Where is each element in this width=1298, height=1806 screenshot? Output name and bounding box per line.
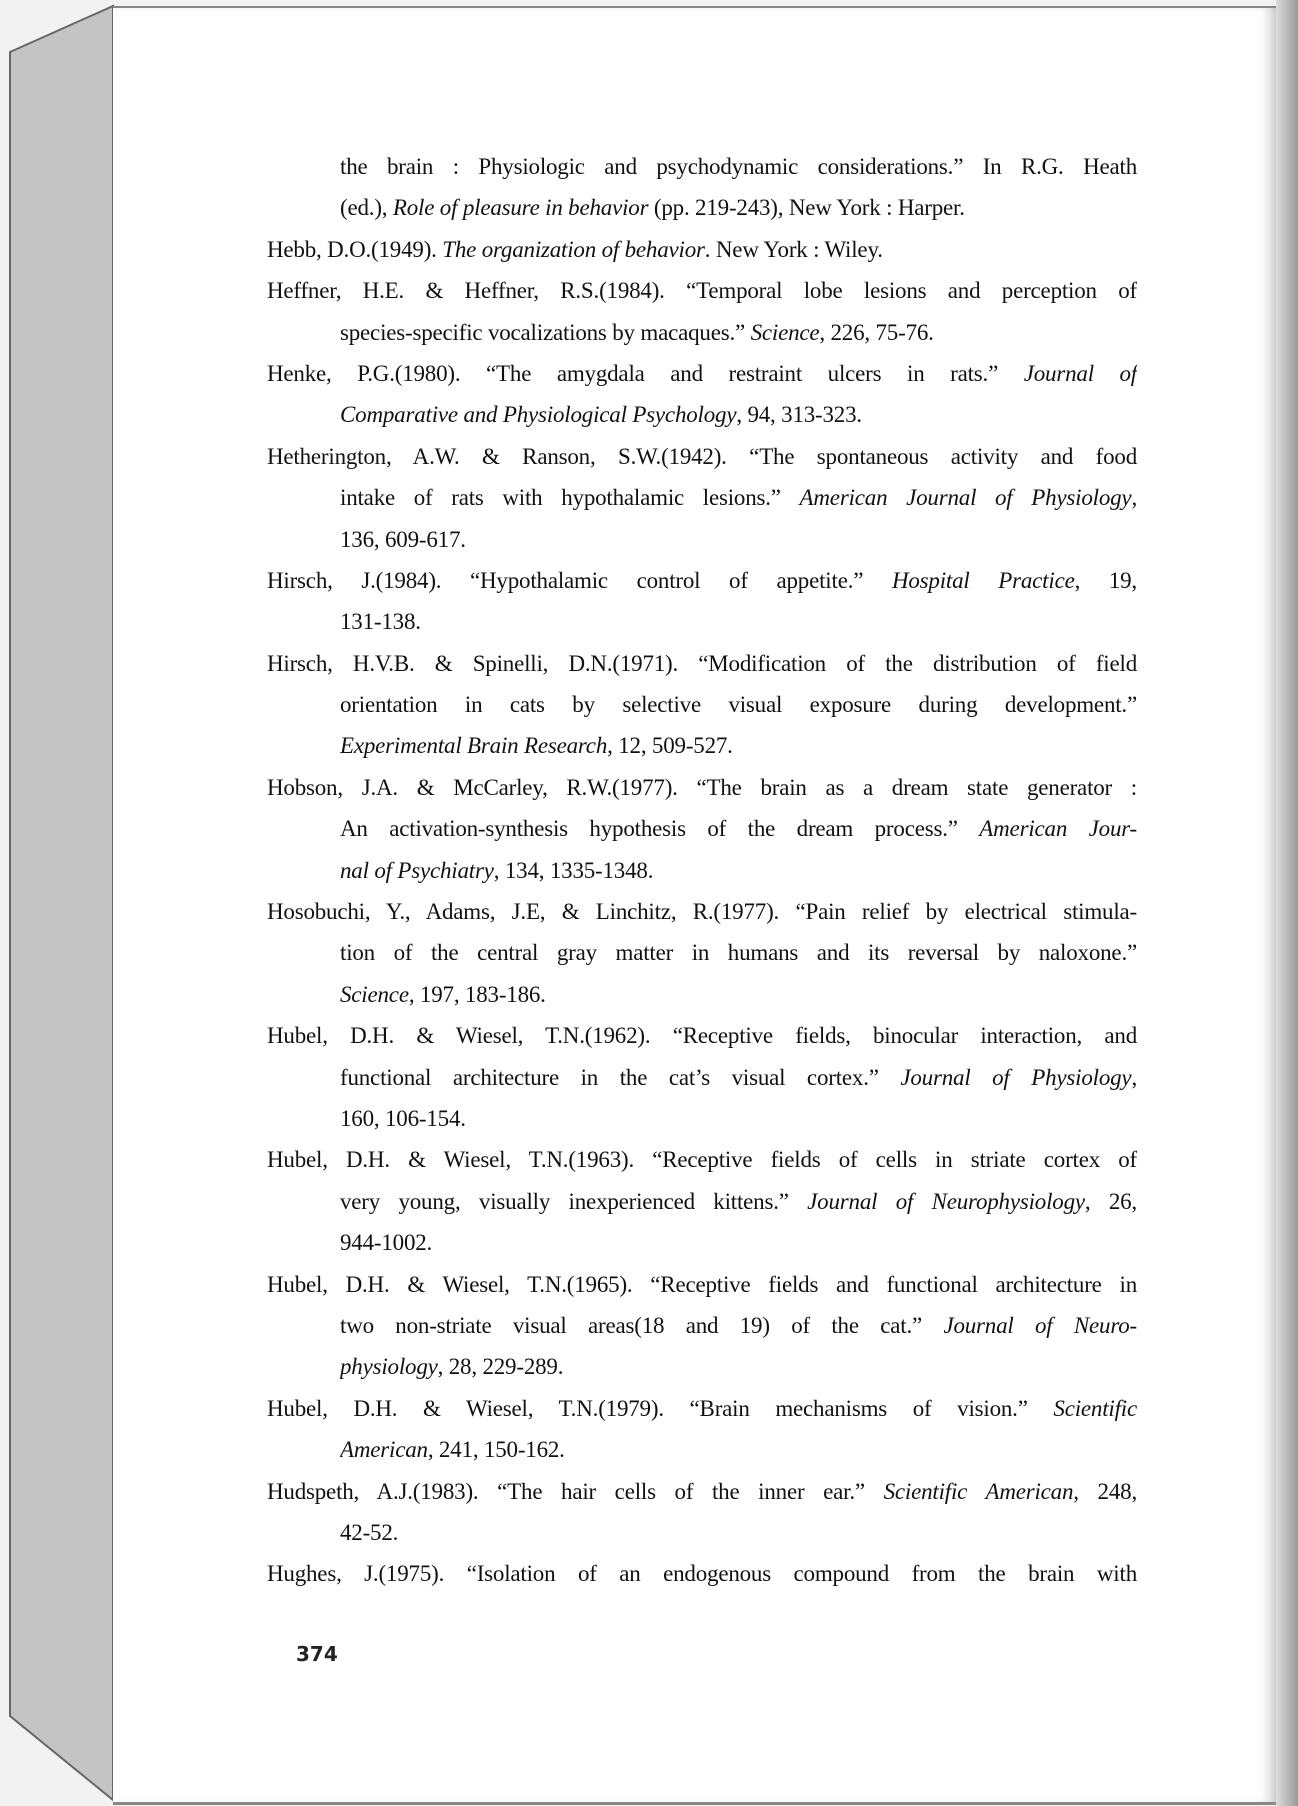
- reference-line: [340, 808, 1137, 849]
- reference-text: , 134, 1335-1348.: [493, 857, 654, 883]
- reference-text: Hudspeth, A.J.(1983). “The hair cells of the inner ear.”: [267, 1478, 884, 1504]
- reference-line: [340, 1181, 1137, 1222]
- reference-line: [267, 1264, 1137, 1305]
- italic-title: nal of Psychiatry: [340, 857, 494, 883]
- italic-title: Scientific: [1053, 1395, 1137, 1421]
- reference-text: intake of rats with hypothalamic lesions.”: [340, 485, 800, 511]
- italic-title: Comparative and Physiological Psychology: [340, 402, 737, 428]
- reference-line: [340, 519, 1137, 560]
- reference-line: [340, 477, 1137, 518]
- reference-text: orientation in cats by selective visual exposure during development.”: [340, 692, 1137, 718]
- reference-line: [267, 1015, 1137, 1056]
- italic-title: Hospital Practice: [891, 567, 1075, 593]
- reference-text: . New York : Wiley.: [704, 236, 883, 262]
- reference-line: [267, 1139, 1137, 1180]
- italic-title: American Journal of Physiology: [799, 485, 1132, 511]
- italic-title: Experimental Brain Research: [340, 733, 608, 759]
- reference-text: Hosobuchi, Y., Adams, J.E, & Linchitz, R.(1977). “Pain relief by electrical stimula-: [267, 899, 1137, 925]
- italic-title: Journal of Physiology: [900, 1064, 1132, 1090]
- reference-line: [267, 1471, 1137, 1512]
- reference-line: [340, 725, 1137, 766]
- reference-text: the brain : Physiologic and psychodynamic considerations.” In R.G. Heath: [340, 154, 1137, 179]
- reference-line: [340, 187, 1137, 228]
- italic-title: American: [340, 1437, 428, 1463]
- reference-text: two non-striate visual areas(18 and 19) of the cat.”: [340, 1312, 944, 1338]
- reference-line: [267, 643, 1137, 684]
- reference-text: , 241, 150-162.: [427, 1437, 565, 1463]
- reference-text: 136, 609-617.: [340, 526, 466, 552]
- reference-line: [340, 394, 1137, 435]
- reference-text: , 197, 183-186.: [408, 981, 546, 1007]
- reference-text: , 248,: [1073, 1478, 1137, 1504]
- reference-line: [340, 1429, 1137, 1470]
- page-number: 374: [296, 1642, 338, 1666]
- reference-line: [340, 1512, 1137, 1553]
- reference-line: [340, 684, 1137, 725]
- reference-text: 42-52.: [340, 1519, 399, 1545]
- reference-line: [340, 974, 1137, 1015]
- reference-list: [267, 146, 1137, 1595]
- reference-text: tion of the central gray matter in humans and its reversal by naloxone.”: [340, 940, 1137, 966]
- italic-title: Journal of Neurophysiology: [807, 1188, 1085, 1214]
- italic-title: Journal of Neuro-: [943, 1312, 1137, 1338]
- italic-title: physiology: [340, 1354, 438, 1380]
- reference-line: [340, 850, 1137, 891]
- reference-line: [267, 270, 1137, 311]
- reference-line: [340, 1346, 1137, 1387]
- reference-text: , 28, 229-289.: [437, 1354, 564, 1380]
- reference-text: Hetherington, A.W. & Ranson, S.W.(1942). “The spontaneous activity and food: [267, 443, 1137, 469]
- reference-text: 944-1002.: [340, 1230, 433, 1256]
- reference-text: very young, visually inexperienced kittens.”: [340, 1188, 808, 1214]
- reference-text: Hughes, J.(1975). “Isolation of an endogenous compound from the brain with: [267, 1561, 1137, 1587]
- italic-title: Science: [750, 319, 820, 345]
- italic-title: Role of pleasure in behavior: [392, 195, 649, 221]
- reference-line: [267, 229, 1137, 270]
- reference-text: functional architecture in the cat’s visual cortex.”: [340, 1064, 901, 1090]
- italic-title: Journal of: [1023, 360, 1137, 386]
- reference-text: ,: [1131, 1064, 1137, 1090]
- reference-text: Hubel, D.H. & Wiesel, T.N.(1979). “Brain mechanisms of vision.”: [267, 1395, 1054, 1421]
- reference-text: (pp. 219-243), New York : Harper.: [648, 195, 965, 221]
- reference-line: [340, 1222, 1137, 1263]
- reference-line: [340, 1057, 1137, 1098]
- reference-line: [267, 353, 1137, 394]
- reference-line: [340, 146, 1137, 187]
- reference-text: 131-138.: [340, 609, 421, 635]
- italic-title: Scientific American: [883, 1478, 1074, 1504]
- reference-line: [267, 1553, 1137, 1594]
- reference-line: [267, 1388, 1137, 1429]
- reference-text: ,: [1131, 485, 1137, 511]
- italic-title: The organization of behavior: [442, 236, 705, 262]
- reference-text: species-specific vocalizations by macaques.”: [340, 319, 751, 345]
- reference-line: [267, 436, 1137, 477]
- italic-title: Science: [340, 981, 409, 1007]
- reference-text: 160, 106-154.: [340, 1105, 466, 1131]
- reference-text: Hebb, D.O.(1949).: [267, 236, 443, 262]
- reference-line: [340, 312, 1137, 353]
- reference-text: , 26,: [1084, 1188, 1137, 1214]
- reference-text: An activation-synthesis hypothesis of the dream process.”: [340, 816, 980, 842]
- reference-text: Hobson, J.A. & McCarley, R.W.(1977). “The brain as a dream state generator :: [267, 774, 1137, 800]
- reference-text: (ed.),: [340, 195, 393, 221]
- reference-text: Hubel, D.H. & Wiesel, T.N.(1963). “Receptive fields of cells in striate cortex of: [267, 1147, 1137, 1173]
- reference-line: [267, 767, 1137, 808]
- reference-text: Henke, P.G.(1980). “The amygdala and restraint ulcers in rats.”: [267, 360, 1024, 386]
- reference-line: [340, 1098, 1137, 1139]
- reference-text: , 12, 509-527.: [607, 733, 733, 759]
- reference-text: Heffner, H.E. & Heffner, R.S.(1984). “Temporal lobe lesions and perception of: [267, 278, 1137, 304]
- reference-text: , 19,: [1074, 567, 1137, 593]
- reference-text: Hirsch, J.(1984). “Hypothalamic control of appetite.”: [267, 567, 892, 593]
- reference-text: Hubel, D.H. & Wiesel, T.N.(1965). “Receptive fields and functional architecture in: [267, 1271, 1137, 1297]
- reference-text: , 94, 313-323.: [736, 402, 862, 428]
- reference-text: Hubel, D.H. & Wiesel, T.N.(1962). “Receptive fields, binocular interaction, and: [267, 1023, 1137, 1049]
- reference-line: [267, 891, 1137, 932]
- italic-title: American Jour-: [979, 816, 1137, 842]
- reference-text: Hirsch, H.V.B. & Spinelli, D.N.(1971). “Modification of the distribution of field: [267, 650, 1137, 676]
- reference-line: [340, 932, 1137, 973]
- reference-line: [340, 601, 1137, 642]
- page-edge-shadow: [1276, 0, 1298, 1806]
- reference-text: , 226, 75-76.: [819, 319, 934, 345]
- reference-line: [340, 1305, 1137, 1346]
- reference-line: [267, 560, 1137, 601]
